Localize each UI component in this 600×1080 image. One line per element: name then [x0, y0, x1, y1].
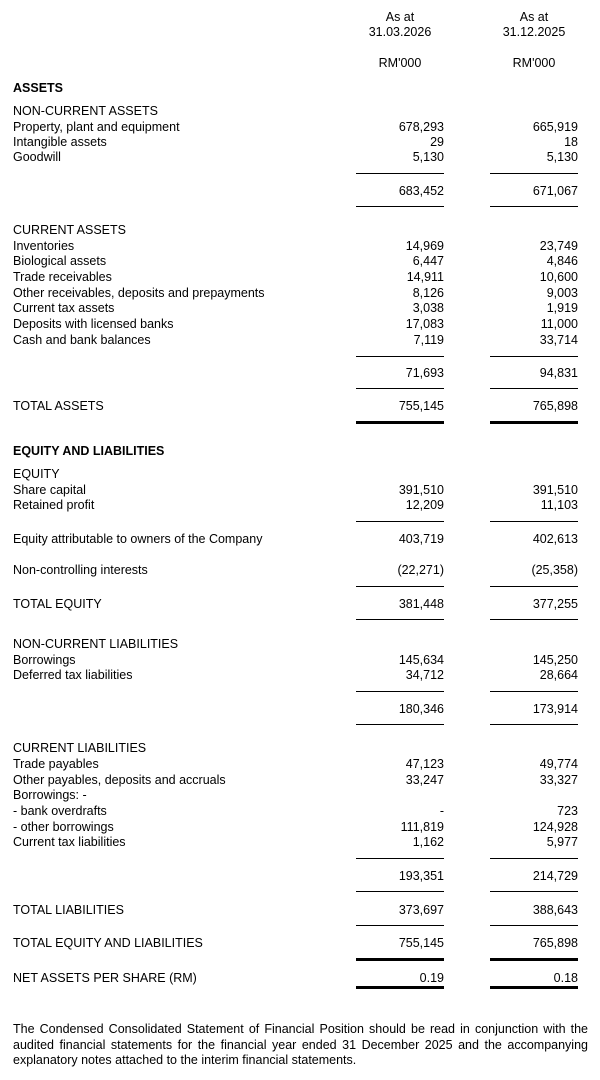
row-value-prior: 28,664 [539, 668, 578, 682]
row-value-prior: 9,003 [546, 286, 578, 300]
row-value-prior: 1,919 [546, 301, 578, 315]
assets-heading: ASSETS [13, 81, 64, 95]
row-value-current: - [439, 804, 444, 818]
row-value-prior: 5,130 [546, 150, 578, 164]
row-label: - other borrowings [13, 820, 114, 834]
subtotal-rule [490, 356, 578, 357]
row-value-prior: 49,774 [539, 757, 578, 771]
subtotal-rule [356, 356, 444, 357]
total-rule [356, 724, 444, 725]
double-rule [356, 986, 444, 989]
total-rule [356, 206, 444, 207]
total-assets-prior: 765,898 [532, 399, 578, 413]
double-rule [490, 958, 578, 961]
row-label: Cash and bank balances [13, 333, 151, 347]
col1-header-unit: RM'000 [378, 56, 422, 70]
row-value-prior: 5,977 [546, 835, 578, 849]
subtotal-rule [490, 691, 578, 692]
equity-owners-prior: 402,613 [532, 532, 578, 546]
row-label: - bank overdrafts [13, 804, 107, 818]
row-label: Retained profit [13, 498, 95, 512]
non-current-liabilities-heading: NON-CURRENT LIABILITIES [13, 637, 179, 651]
row-value-prior: 11,000 [540, 317, 578, 331]
total-assets-label: TOTAL ASSETS [13, 399, 104, 413]
equity-heading: EQUITY [13, 467, 60, 481]
row-value-prior: 723 [557, 804, 578, 818]
equity-owners-label: Equity attributable to owners of the Company [13, 532, 263, 546]
row-label: Borrowings: - [13, 788, 87, 802]
row-value-current: 391,510 [398, 483, 444, 497]
total-rule [356, 619, 444, 620]
row-value-current: 111,819 [400, 820, 444, 834]
row-label: Current tax assets [13, 301, 115, 315]
row-value-current: 8,126 [412, 286, 444, 300]
current-assets-total-prior: 94,831 [539, 366, 578, 380]
total-rule [490, 925, 578, 926]
subtotal-rule [356, 586, 444, 587]
subtotal-rule [490, 858, 578, 859]
total-rule [356, 388, 444, 389]
subtotal-rule [356, 691, 444, 692]
row-value-current: 34,712 [405, 668, 444, 682]
nci-label: Non-controlling interests [13, 563, 148, 577]
subtotal-rule [356, 521, 444, 522]
row-value-current: 12,209 [405, 498, 444, 512]
net-assets-per-share-prior: 0.18 [553, 971, 578, 985]
row-label: Current tax liabilities [13, 835, 126, 849]
total-rule [490, 388, 578, 389]
subtotal-rule [490, 586, 578, 587]
total-rule [490, 619, 578, 620]
row-value-current: 14,911 [406, 270, 444, 284]
total-liabilities-label: TOTAL LIABILITIES [13, 903, 124, 917]
current-liabilities-total-current: 193,351 [398, 869, 444, 883]
row-value-current: 7,119 [413, 333, 444, 347]
row-label: Borrowings [13, 653, 76, 667]
current-assets-total-current: 71,693 [405, 366, 444, 380]
subtotal-rule [356, 173, 444, 174]
row-value-prior: 124,928 [532, 820, 578, 834]
row-value-prior: 33,714 [539, 333, 578, 347]
double-rule [356, 421, 444, 424]
row-value-current: 14,969 [405, 239, 444, 253]
row-value-current: 29 [430, 135, 444, 149]
nci-current: (22,271) [397, 563, 444, 577]
double-rule [490, 986, 578, 989]
col2-header-date: 31.12.2025 [502, 25, 566, 39]
col2-header-unit: RM'000 [512, 56, 556, 70]
current-liabilities-heading: CURRENT LIABILITIES [13, 741, 147, 755]
row-label: Deposits with licensed banks [13, 317, 174, 331]
total-rule [490, 891, 578, 892]
double-rule [490, 421, 578, 424]
row-label: Trade payables [13, 757, 99, 771]
row-value-current: 47,123 [405, 757, 444, 771]
row-value-current: 6,447 [412, 254, 444, 268]
col2-header-as-at: As at [519, 10, 549, 24]
total-rule [490, 206, 578, 207]
total-equity-liabilities-label: TOTAL EQUITY AND LIABILITIES [13, 936, 203, 950]
row-label: Trade receivables [13, 270, 112, 284]
total-assets-current: 755,145 [398, 399, 444, 413]
row-value-prior: 18 [564, 135, 578, 149]
nci-prior: (25,358) [531, 563, 578, 577]
footnote: The Condensed Consolidated Statement of Financial Position should be read in conjunction with the audited financial statements for the financial year ended 31 December 2025 and the accompanying explanatory notes attached to the interim financial statements. [13, 1022, 588, 1067]
row-value-prior: 145,250 [532, 653, 578, 667]
total-liabilities-current: 373,697 [398, 903, 444, 917]
current-assets-heading: CURRENT ASSETS [13, 223, 126, 237]
subtotal-rule [490, 173, 578, 174]
equity-owners-current: 403,719 [398, 532, 444, 546]
row-value-current: 1,162 [412, 835, 444, 849]
subtotal-rule [356, 858, 444, 859]
row-value-prior: 10,600 [539, 270, 578, 284]
row-value-current: 3,038 [412, 301, 444, 315]
row-label: Deferred tax liabilities [13, 668, 133, 682]
equity-liabilities-heading: EQUITY AND LIABILITIES [13, 444, 165, 458]
non-current-assets-total-current: 683,452 [398, 184, 444, 198]
row-label: Biological assets [13, 254, 107, 268]
non-current-liabilities-total-prior: 173,914 [532, 702, 578, 716]
row-value-prior: 33,327 [539, 773, 578, 787]
row-value-current: 33,247 [405, 773, 444, 787]
total-equity-liabilities-current: 755,145 [398, 936, 444, 950]
row-value-prior: 391,510 [532, 483, 578, 497]
net-assets-per-share-current: 0.19 [419, 971, 444, 985]
net-assets-per-share-label: NET ASSETS PER SHARE (RM) [13, 971, 197, 985]
row-label: Intangible assets [13, 135, 107, 149]
non-current-assets-heading: NON-CURRENT ASSETS [13, 104, 158, 118]
row-label: Goodwill [13, 150, 61, 164]
total-equity-current: 381,448 [398, 597, 444, 611]
total-equity-liabilities-prior: 765,898 [532, 936, 578, 950]
row-value-current: 145,634 [398, 653, 444, 667]
row-value-prior: 11,103 [540, 498, 578, 512]
row-value-prior: 4,846 [546, 254, 578, 268]
col1-header-date: 31.03.2026 [368, 25, 432, 39]
row-label: Other receivables, deposits and prepayments [13, 286, 265, 300]
col1-header-as-at: As at [385, 10, 415, 24]
row-value-prior: 23,749 [539, 239, 578, 253]
row-value-current: 17,083 [405, 317, 444, 331]
row-label: Share capital [13, 483, 86, 497]
total-equity-prior: 377,255 [532, 597, 578, 611]
subtotal-rule [490, 521, 578, 522]
row-value-current: 678,293 [398, 120, 444, 134]
row-label: Other payables, deposits and accruals [13, 773, 226, 787]
total-rule [490, 724, 578, 725]
row-label: Property, plant and equipment [13, 120, 180, 134]
non-current-assets-total-prior: 671,067 [532, 184, 578, 198]
total-equity-label: TOTAL EQUITY [13, 597, 102, 611]
total-rule [356, 925, 444, 926]
row-label: Inventories [13, 239, 75, 253]
current-liabilities-total-prior: 214,729 [532, 869, 578, 883]
non-current-liabilities-total-current: 180,346 [398, 702, 444, 716]
row-value-current: 5,130 [412, 150, 444, 164]
row-value-prior: 665,919 [532, 120, 578, 134]
total-liabilities-prior: 388,643 [532, 903, 578, 917]
double-rule [356, 958, 444, 961]
total-rule [356, 891, 444, 892]
